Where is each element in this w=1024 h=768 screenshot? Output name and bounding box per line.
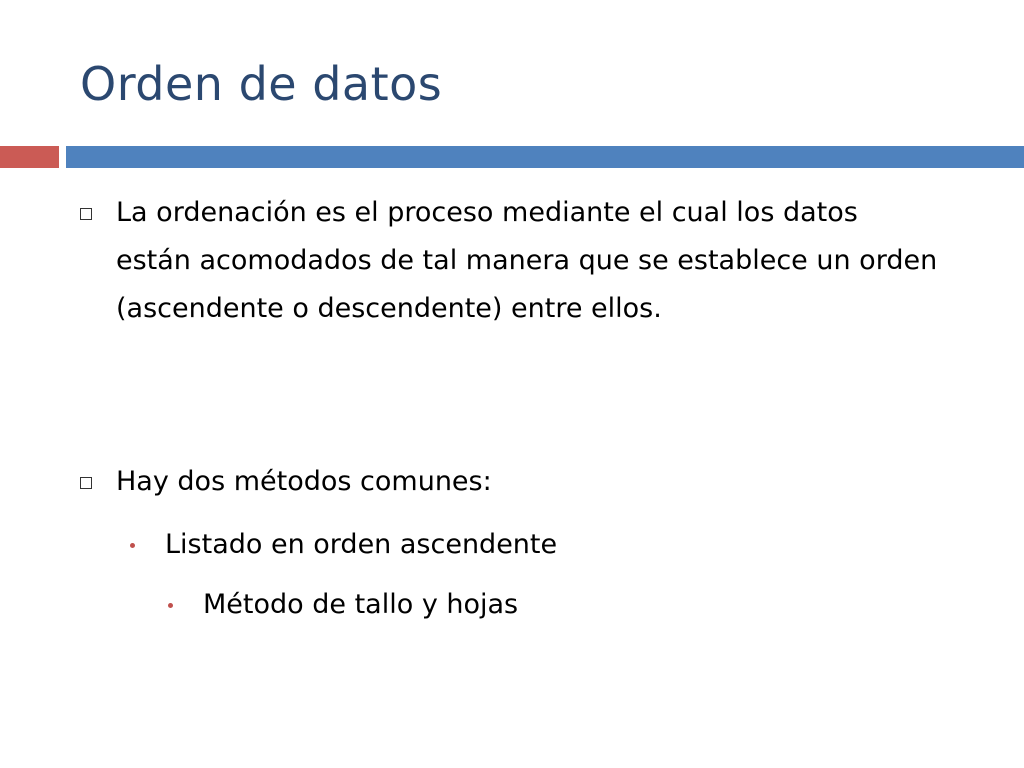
square-bullet-icon — [80, 208, 92, 220]
sub-bullet-text: Listado en orden ascendente — [165, 529, 558, 560]
dot-bullet-icon — [130, 543, 135, 548]
bullet-item — [80, 189, 940, 333]
slide-title: Orden de datos — [80, 57, 443, 111]
bullet-item — [80, 458, 940, 506]
bullet-text: La ordenación es el proceso mediante el cual los datos están acomodados de tal manera que se establece un orden (ascendente o descendente) entre ellos. — [116, 197, 938, 324]
dot-bullet-icon — [168, 603, 173, 608]
bullet-text: Hay dos métodos comunes: — [116, 466, 492, 497]
sub-bullet-item — [130, 525, 557, 565]
square-bullet-icon — [80, 477, 92, 489]
sub-bullet-item — [168, 585, 518, 625]
sub-bullet-text: Método de tallo y hojas — [203, 589, 519, 620]
